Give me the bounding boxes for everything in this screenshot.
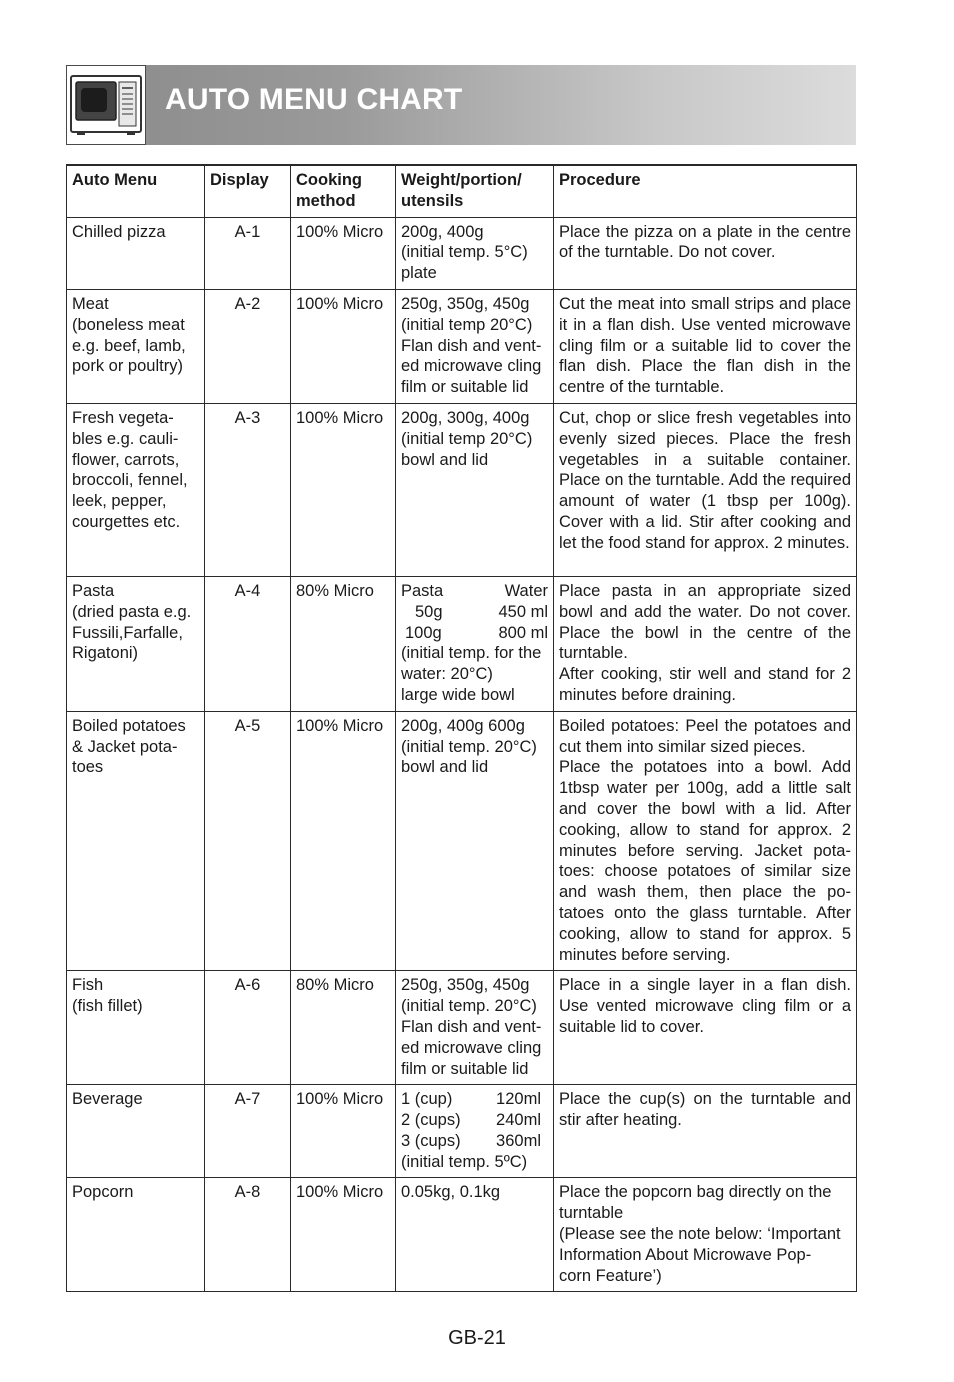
menu-cell: Chilled pizza [67, 217, 205, 289]
menu-cell: Boiled potatoes & Jacket pota- toes [67, 711, 205, 971]
cup-volume: 240ml [496, 1111, 541, 1130]
pasta-water-table [401, 581, 548, 643]
procedure-cell: Place the cup(s) on the turntable and stir after heating. [554, 1085, 857, 1178]
display-cell: A-7 [205, 1085, 291, 1178]
page-number: GB-21 [448, 1327, 506, 1349]
weight-cell: 200g, 400g 600g (initial temp. 20°C) bowl and lid [396, 711, 554, 971]
method-cell: 100% Micro [291, 1085, 396, 1178]
pasta-header: Pasta [401, 581, 444, 600]
pasta-amount: 100g [405, 623, 442, 642]
table-row [67, 1178, 857, 1292]
method-cell: 100% Micro [291, 289, 396, 403]
procedure-cell: Place in a single layer in a flan dish. Use vented microwave cling film or a suitable lid to cover. [554, 971, 857, 1085]
table-row [67, 711, 857, 971]
microwave-icon [66, 65, 146, 145]
display-cell: A-6 [205, 971, 291, 1085]
procedure-cell: Cut, chop or slice fresh vegetables into evenly sized pieces. Place the fresh vegetables in a suitable container. Place on the turntable. Add the required amount of water (1 tbsp per 100g). Cover with a lid. Stir after cooking and let the food stand for approx. 2 minutes. [554, 403, 857, 576]
menu-cell: Meat (boneless meat e.g. beef, lamb, pork or poultry) [67, 289, 205, 403]
cup-count: 2 (cups) [401, 1111, 461, 1130]
method-cell: 80% Micro [291, 576, 396, 711]
menu-cell: Fish (fish fillet) [67, 971, 205, 1085]
pasta-amount: 50g [415, 602, 443, 621]
cup-volume: 120ml [496, 1090, 541, 1109]
table-row [67, 1085, 857, 1178]
column-header-procedure: Procedure [554, 165, 857, 217]
method-cell: 80% Micro [291, 971, 396, 1085]
column-header-display: Display [205, 165, 291, 217]
table-row [67, 971, 857, 1085]
table-row [67, 403, 857, 576]
display-cell: A-3 [205, 403, 291, 576]
procedure-cell: Place the popcorn bag directly on the turntable (Please see the note below: ‘Important Information About Microwave Pop- corn Feature’) [554, 1178, 857, 1292]
auto-menu-table [66, 164, 857, 1292]
weight-cell [396, 1085, 554, 1178]
water-amount: 450 ml [498, 602, 548, 621]
display-cell: A-8 [205, 1178, 291, 1292]
menu-cell: Popcorn [67, 1178, 205, 1292]
cup-volume-table [401, 1089, 548, 1151]
table-row [67, 217, 857, 289]
weight-cell: 250g, 350g, 450g (initial temp 20°C) Flan dish and vent- ed microwave cling film or suitable lid [396, 289, 554, 403]
procedure-cell: Place the pizza on a plate in the centre of the turntable. Do not cover. [554, 217, 857, 289]
cup-count: 3 (cups) [401, 1131, 461, 1150]
display-cell: A-1 [205, 217, 291, 289]
weight-cell: 250g, 350g, 450g (initial temp. 20°C) Flan dish and vent- ed microwave cling film or suitable lid [396, 971, 554, 1085]
water-header: Water [504, 581, 548, 600]
weight-notes: (initial temp. 5ºC) [401, 1152, 528, 1171]
weight-cell: 200g, 400g (initial temp. 5°C) plate [396, 217, 554, 289]
weight-cell: 0.05kg, 0.1kg [396, 1178, 554, 1292]
page-title: AUTO MENU CHART [165, 83, 463, 116]
method-cell: 100% Micro [291, 711, 396, 971]
table-header-row [67, 165, 857, 217]
menu-cell: Beverage [67, 1085, 205, 1178]
method-cell: 100% Micro [291, 1178, 396, 1292]
procedure-cell: Boiled potatoes: Peel the potatoes and cut them into similar sized pieces. Place the potatoes into a bowl. Add 1tbsp water per 100g, add a little salt and cover the bowl with a lid. After cooking, allow to stand for approx. 2 minutes before serving. Jacket potatoes: choose potatoes of similar size and wash them, then place the potatoes onto the glass turntable. After cooking, allow to stand for approx. 5 minutes before serving. [554, 711, 857, 971]
column-header-cooking-method: Cooking method [291, 165, 396, 217]
cup-volume: 360ml [496, 1131, 541, 1150]
section-header [66, 65, 856, 145]
column-header-auto-menu: Auto Menu [67, 165, 205, 217]
weight-notes: (initial temp. for the water: 20°C) large wide bowl [401, 644, 542, 704]
display-cell: A-2 [205, 289, 291, 403]
menu-cell: Pasta (dried pasta e.g. Fussili,Farfalle, Rigatoni) [67, 576, 205, 711]
column-header-weight: Weight/portion/ utensils [396, 165, 554, 217]
weight-cell [396, 576, 554, 711]
method-cell: 100% Micro [291, 403, 396, 576]
table-row [67, 576, 857, 711]
water-amount: 800 ml [498, 623, 548, 642]
method-cell: 100% Micro [291, 217, 396, 289]
cup-count: 1 (cup) [401, 1090, 453, 1109]
procedure-cell: Cut the meat into small strips and place it in a flan dish. Use vented microwave cling film or a suitable lid to cover the flan dish. Place the flan dish in the centre of the turntable. [554, 289, 857, 403]
table-row [67, 289, 857, 403]
weight-cell: 200g, 300g, 400g (initial temp 20°C) bowl and lid [396, 403, 554, 576]
display-cell: A-4 [205, 576, 291, 711]
display-cell: A-5 [205, 711, 291, 971]
menu-cell: Fresh vegeta- bles e.g. cauli- flower, carrots, broccoli, fennel, leek, pepper, courgettes etc. [67, 403, 205, 576]
procedure-cell: Place pasta in an appropriate sized bowl and add the water. Do not cover. Place the bowl in the centre of the turntable. After cooking, stir well and stand for 2 minutes before draining. [554, 576, 857, 711]
